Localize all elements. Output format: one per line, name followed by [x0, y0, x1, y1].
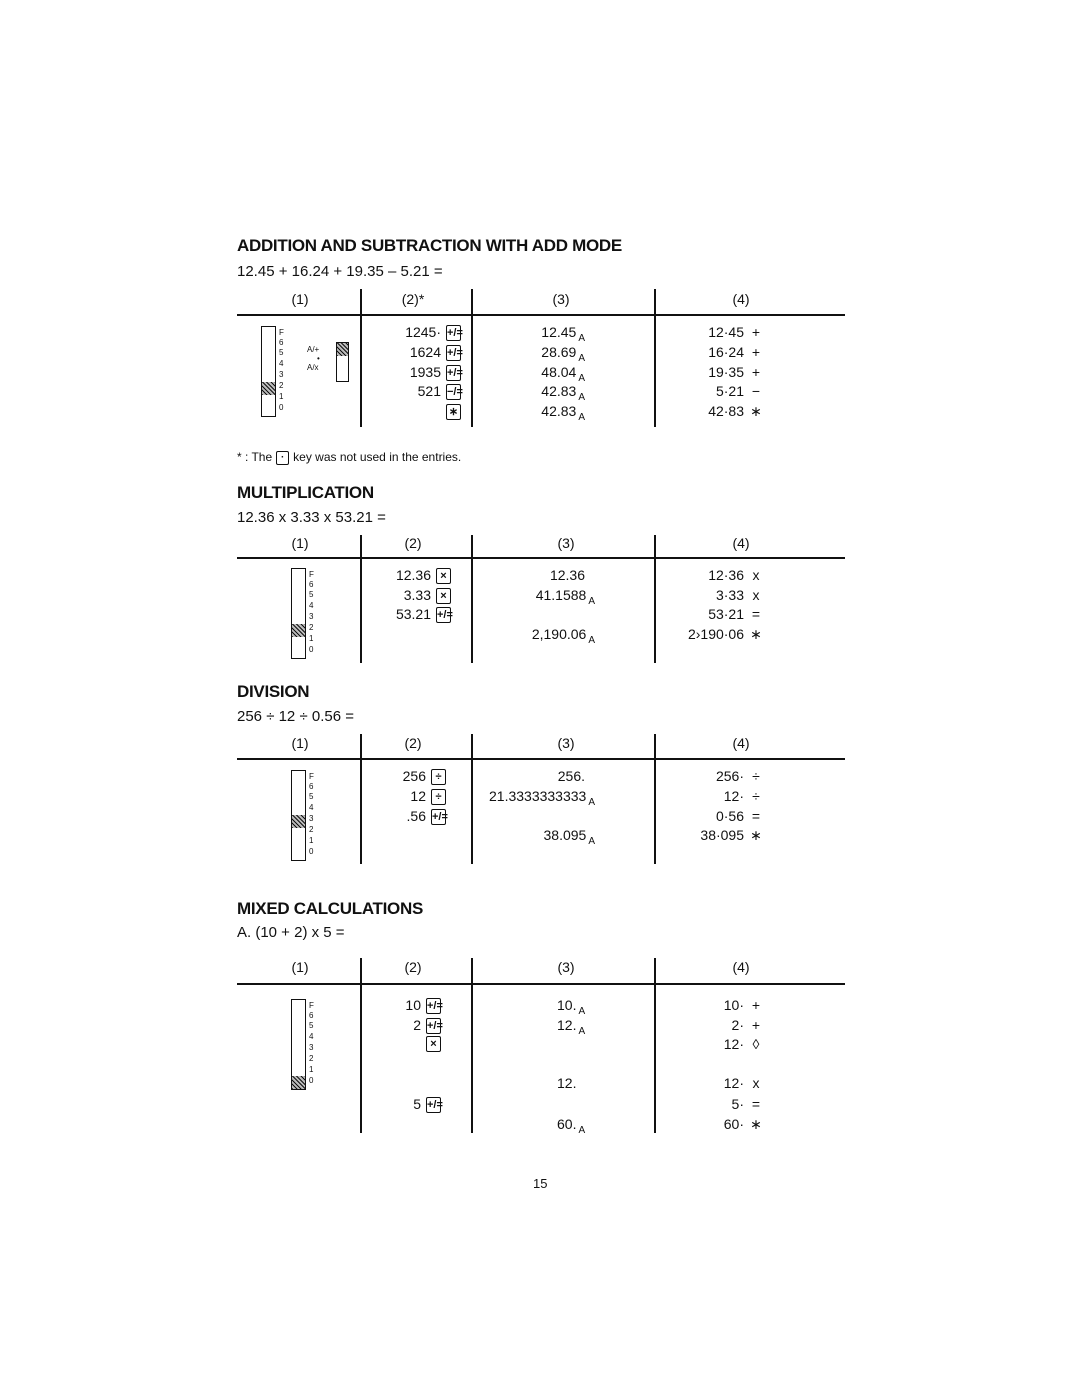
display-value: 42.83 $_A$	[541, 403, 585, 423]
entry-value: .56	[406, 808, 426, 824]
decimal-selector-diagram	[261, 326, 351, 416]
entry-row	[361, 381, 461, 401]
entry-row	[361, 1015, 441, 1035]
tape-line: 12· x	[723, 1075, 760, 1091]
entry-row	[361, 786, 446, 806]
tape-line: 12· ◊	[723, 1036, 760, 1052]
entry-row	[361, 401, 461, 421]
col-header-3: (3)	[557, 959, 575, 975]
tape-line: 256· ÷	[715, 768, 760, 784]
plus-equals-key-icon: +/=	[432, 811, 448, 824]
column-divider	[654, 958, 656, 1133]
col-header-3: (3)	[557, 535, 575, 551]
plus-equals-key-icon: +/=	[427, 1000, 443, 1013]
col-header-2: (2)	[404, 535, 422, 551]
tape-line: 2· +	[731, 1017, 761, 1033]
selector-label-2: 2	[309, 825, 314, 834]
selector-label-6: 6	[309, 782, 314, 791]
entry-value: 53.21	[395, 606, 431, 622]
selector-label-6: 6	[309, 580, 314, 589]
section-multiplication	[237, 483, 845, 668]
tape-line: 53·21 =	[708, 606, 761, 622]
tape-line: 2›190·06 ∗	[687, 626, 762, 642]
display-value: 10. $_A$	[557, 997, 586, 1017]
page-number: 15	[533, 1176, 548, 1191]
selector-label-2: 2	[309, 1054, 314, 1063]
entry-row	[361, 1033, 441, 1053]
column-divider	[471, 535, 473, 663]
selector-label-1: 1	[309, 634, 314, 643]
selector-label-4: 4	[309, 803, 314, 812]
rounding-label: A/+	[307, 345, 320, 354]
selector-label-2: 2	[309, 623, 314, 632]
col-header-1: (1)	[291, 291, 309, 307]
selector-label-5: 5	[309, 1021, 314, 1030]
add-mode-indicator: A	[578, 333, 585, 344]
table-rule	[237, 758, 845, 760]
selector-label-f: F	[309, 772, 314, 781]
section-division	[237, 682, 845, 872]
entry-row	[361, 604, 451, 624]
entry-row	[361, 322, 461, 342]
display-value: 12.45 $_A$	[541, 324, 585, 344]
selector-label-0: 0	[309, 847, 314, 856]
entry-value: 1935	[409, 364, 441, 380]
selector-label-5: 5	[309, 792, 314, 801]
col-header-1: (1)	[291, 735, 309, 751]
section-mixed-calculations	[237, 899, 845, 1139]
multiply-key-icon: ×	[426, 1036, 441, 1052]
minus-equals-key-icon: −/=	[447, 386, 463, 399]
selector-label-3: 3	[279, 370, 284, 379]
display-value: 38.095 $_A$	[543, 827, 595, 847]
multiply-key-icon: ×	[436, 588, 451, 604]
tape-line: 5· =	[731, 1096, 761, 1112]
table-rule	[237, 983, 845, 985]
section-expression: 12.45 + 16.24 + 19.35 – 5.21 =	[237, 263, 443, 280]
add-mode-indicator: A	[578, 373, 585, 384]
entry-row	[361, 362, 461, 382]
entry-value: 10	[405, 997, 421, 1013]
section-title: MULTIPLICATION	[237, 483, 374, 502]
entry-row	[361, 995, 441, 1015]
tape-line: 5·21 −	[715, 383, 761, 399]
tape-line: 19·35 +	[708, 364, 761, 380]
selector-label-2: 2	[279, 381, 284, 390]
tape-line: 10· +	[723, 997, 761, 1013]
rounding-label: •	[317, 354, 320, 363]
entry-value: 2	[413, 1017, 421, 1033]
column-divider	[471, 734, 473, 864]
tape-line: 38·095 ∗	[700, 827, 762, 843]
display-value: 21.3333333333 $_A$	[489, 788, 595, 808]
section-title: DIVISION	[237, 682, 310, 701]
add-mode-indicator: A	[578, 1125, 586, 1136]
col-header-4: (4)	[732, 959, 750, 975]
decimal-selector-diagram	[291, 999, 341, 1091]
add-mode-indicator: A	[578, 1026, 586, 1037]
entry-value: 521	[417, 383, 441, 399]
selector-label-0: 0	[309, 1076, 314, 1085]
plus-equals-key-icon: +/=	[427, 1020, 443, 1033]
entry-row	[361, 806, 446, 826]
plus-equals-key-icon: +/=	[447, 327, 463, 340]
tape-line: 3·33 x	[715, 587, 760, 603]
total-key-icon: ∗	[446, 404, 461, 420]
section-title: MIXED CALCULATIONS	[237, 899, 423, 918]
col-header-1: (1)	[291, 959, 309, 975]
col-header-1: (1)	[291, 535, 309, 551]
display-value: 12. $_A$	[557, 1017, 586, 1037]
selector-label-f: F	[279, 328, 284, 337]
selector-label-1: 1	[309, 836, 314, 845]
selector-label-0: 0	[279, 403, 284, 412]
display-value: 28.69 $_A$	[541, 344, 585, 364]
table-rule	[237, 557, 845, 559]
display-value: 41.1588 $_A$	[535, 587, 595, 607]
divide-key-icon: ÷	[431, 769, 446, 785]
add-mode-indicator: A	[588, 596, 595, 607]
add-mode-indicator: A	[578, 353, 585, 364]
column-divider	[654, 289, 656, 427]
display-value: 256.	[557, 768, 585, 784]
selector-label-6: 6	[279, 338, 284, 347]
selector-label-f: F	[309, 1001, 314, 1010]
plus-equals-key-icon: +/=	[447, 347, 463, 360]
selector-label-5: 5	[309, 590, 314, 599]
selector-label-0: 0	[309, 645, 314, 654]
decimal-key-icon: ·	[276, 451, 289, 465]
selector-label-3: 3	[309, 814, 314, 823]
selector-label-4: 4	[309, 601, 314, 610]
entry-value: 3.33	[403, 587, 431, 603]
column-divider	[654, 734, 656, 864]
decimal-selector-diagram	[291, 770, 341, 862]
multiply-key-icon: ×	[436, 568, 451, 584]
tape-line: 12· ÷	[723, 788, 760, 804]
column-divider	[654, 535, 656, 663]
display-value: 42.83 $_A$	[541, 383, 585, 403]
add-mode-indicator: A	[588, 797, 595, 808]
display-value: 12.36	[549, 567, 585, 583]
divide-key-icon: ÷	[431, 789, 446, 805]
tape-line: 60· ∗	[723, 1116, 762, 1132]
plus-equals-key-icon: +/=	[427, 1099, 443, 1112]
col-header-3: (3)	[552, 291, 570, 307]
selector-label-1: 1	[279, 392, 284, 401]
col-header-2: (2)	[404, 959, 422, 975]
table-rule	[237, 314, 845, 316]
selector-label-3: 3	[309, 612, 314, 621]
tape-line: 12·36 x	[708, 567, 760, 583]
add-mode-indicator: A	[578, 392, 585, 403]
selector-label-6: 6	[309, 1011, 314, 1020]
entry-value: 5	[413, 1096, 421, 1112]
decimal-selector-diagram	[291, 568, 341, 660]
display-value: 60. $_A$	[557, 1116, 586, 1136]
rounding-label: A/x	[307, 363, 319, 372]
entry-row	[361, 565, 451, 585]
section-title: ADDITION AND SUBTRACTION WITH ADD MODE	[237, 236, 622, 255]
selector-label-4: 4	[309, 1032, 314, 1041]
column-divider	[471, 958, 473, 1133]
entry-row	[361, 342, 461, 362]
tape-line: 0·56 =	[715, 808, 761, 824]
selector-label-5: 5	[279, 348, 284, 357]
display-value: 2,190.06 $_A$	[531, 626, 595, 646]
tape-line: 42·83 ∗	[708, 403, 762, 419]
add-mode-indicator: A	[578, 412, 585, 423]
add-mode-indicator: A	[588, 635, 595, 646]
entry-value: 1245·	[405, 324, 441, 340]
selector-label-1: 1	[309, 1065, 314, 1074]
selector-label-3: 3	[309, 1043, 314, 1052]
entry-value: 12.36	[395, 567, 431, 583]
plus-equals-key-icon: +/=	[437, 609, 453, 622]
section-expression: 256 ÷ 12 ÷ 0.56 =	[237, 708, 354, 725]
tape-line: 12·45 +	[708, 324, 761, 340]
add-mode-indicator: A	[578, 1006, 586, 1017]
col-header-4: (4)	[732, 291, 750, 307]
footnote: * : The · key was not used in the entries.	[237, 450, 462, 464]
entry-row	[361, 766, 446, 786]
section-expression: 12.36 x 3.33 x 53.21 =	[237, 509, 386, 526]
entry-value: 1624	[409, 344, 441, 360]
entry-value: 12	[410, 788, 426, 804]
col-header-2: (2)*	[401, 291, 425, 307]
section-expression: A. (10 + 2) x 5 =	[237, 924, 345, 941]
entry-row	[361, 585, 451, 605]
tape-line: 16·24 +	[708, 344, 761, 360]
col-header-3: (3)	[557, 735, 575, 751]
selector-label-4: 4	[279, 359, 284, 368]
col-header-4: (4)	[732, 535, 750, 551]
entry-value: 256	[402, 768, 426, 784]
selector-label-f: F	[309, 570, 314, 579]
col-header-2: (2)	[404, 735, 422, 751]
column-divider	[471, 289, 473, 427]
plus-equals-key-icon: +/=	[447, 367, 463, 380]
col-header-4: (4)	[732, 735, 750, 751]
add-mode-indicator: A	[588, 836, 595, 847]
display-value: 48.04 $_A$	[541, 364, 585, 384]
display-value: 12.	[557, 1075, 577, 1091]
section-addition	[237, 236, 845, 436]
entry-row	[361, 1094, 441, 1114]
